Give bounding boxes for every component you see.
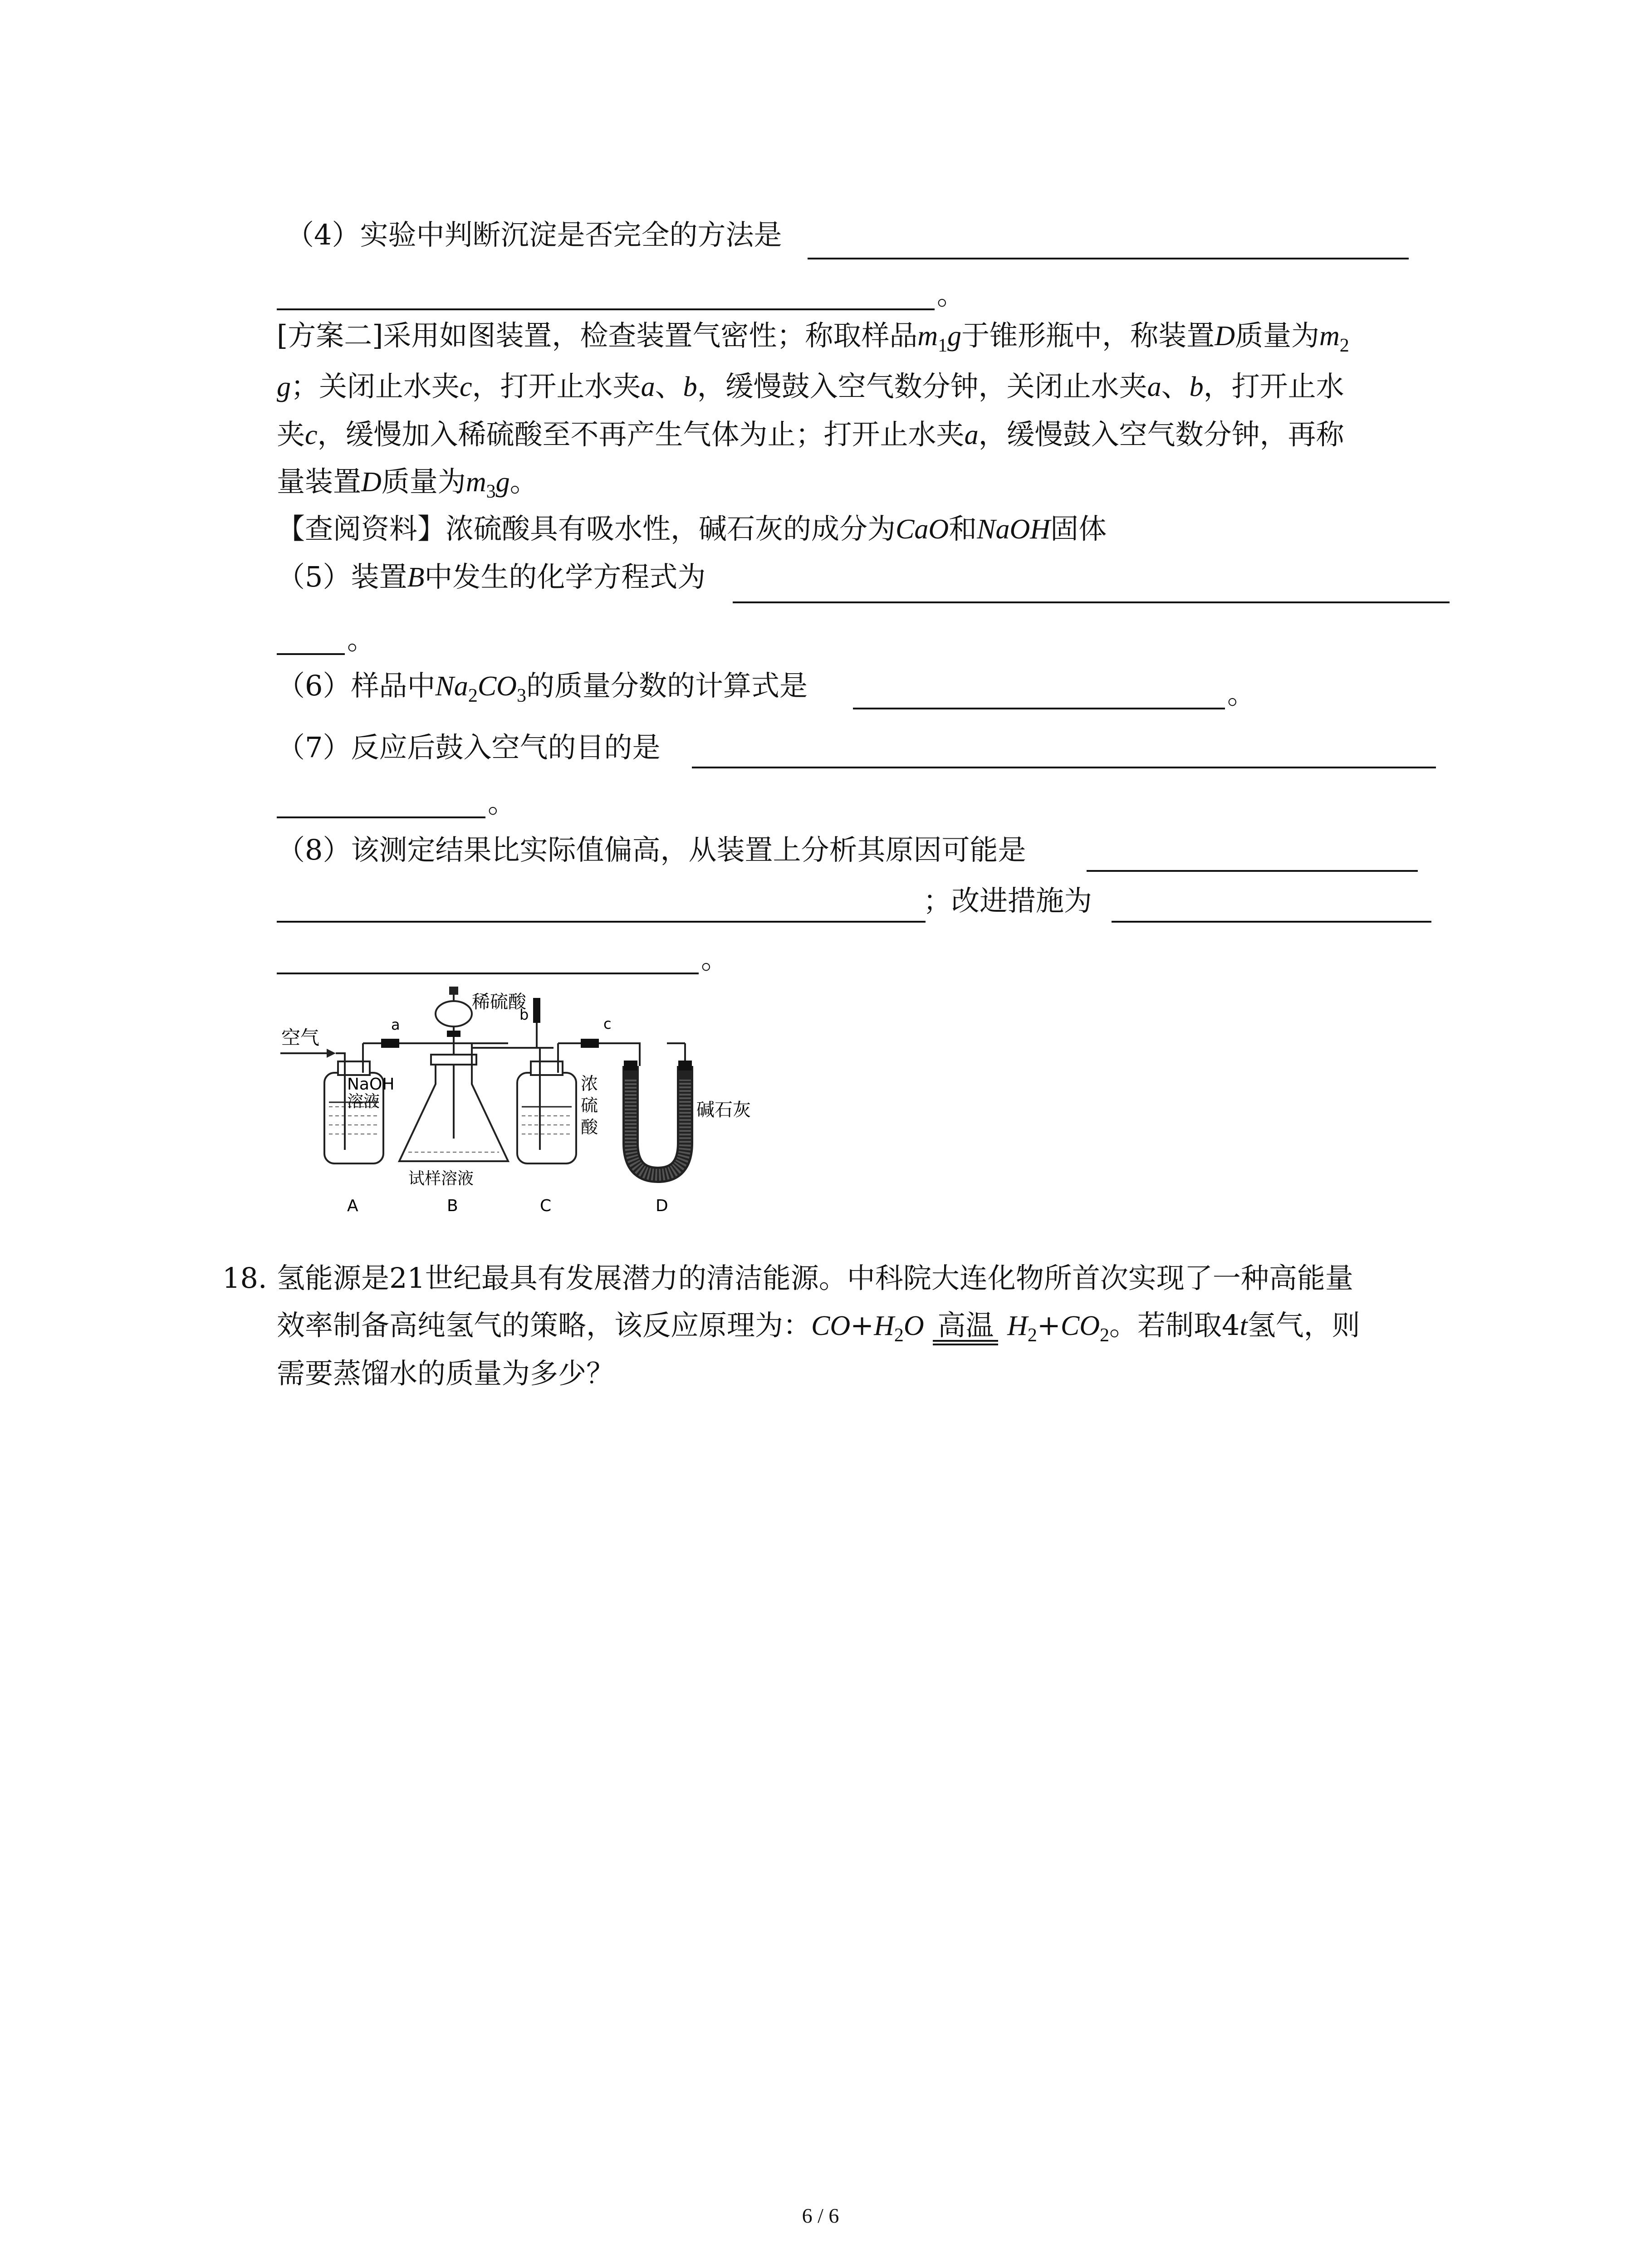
question-18-number: 18. xyxy=(222,1261,267,1295)
period: 。 xyxy=(488,786,516,819)
conc-acid-label-3: 酸 xyxy=(581,1117,598,1137)
conc-acid-label-2: 硫 xyxy=(581,1095,598,1115)
question-7-text: （7）反应后鼓入空气的目的是 xyxy=(277,731,661,764)
page-number: 6 / 6 xyxy=(802,2204,839,2227)
improvement-label: ；改进措施为 xyxy=(923,884,1092,917)
u-tube-d xyxy=(624,1043,692,1175)
question-5-text: （5）装置B中发生的化学方程式为 xyxy=(277,560,706,593)
label-A: A xyxy=(347,1197,358,1215)
label-C: C xyxy=(540,1197,552,1215)
reaction-condition: 高温 xyxy=(933,1311,998,1345)
answer-blank[interactable] xyxy=(808,258,1409,259)
clamp-a-icon xyxy=(381,1039,399,1048)
answer-blank[interactable] xyxy=(853,708,1225,709)
label-B: B xyxy=(447,1197,458,1215)
conc-acid-label-1: 浓 xyxy=(581,1074,598,1094)
soda-lime-label: 碱石灰 xyxy=(696,1100,751,1120)
naoh-label-2: 溶液 xyxy=(347,1092,380,1111)
answer-blank[interactable] xyxy=(277,921,926,923)
answer-blank[interactable] xyxy=(692,767,1436,768)
period: 。 xyxy=(937,278,965,311)
label-D: D xyxy=(656,1197,668,1215)
period: 。 xyxy=(347,623,376,656)
answer-blank[interactable] xyxy=(277,308,935,310)
apparatus-diagram xyxy=(272,971,771,1225)
plan2-line-1: [方案二]采用如图装置，检查装置气密性；称取样品$m_1g$于锥形瓶中，称装置D质量为$m_2$ xyxy=(277,319,1349,356)
sample-solution-label: 试样溶液 xyxy=(408,1169,474,1188)
question-8-text: （8）该测定结果比实际值偏高，从装置上分析其原因可能是 xyxy=(277,833,1026,866)
question-6-text: （6）样品中$Na_2CO_3$的质量分数的计算式是 xyxy=(277,669,808,706)
plan2-line-3: 夹c，缓慢加入稀硫酸至不再产生气体为止；打开止水夹a，缓慢鼓入空气数分钟，再称 xyxy=(277,418,1344,451)
clamp-c-icon xyxy=(581,1039,599,1048)
bottle-c xyxy=(517,1043,576,1163)
dilute-acid-label: 稀硫酸 xyxy=(472,992,526,1012)
period: 。 xyxy=(1227,677,1256,710)
answer-blank[interactable] xyxy=(277,653,345,655)
clamp-b-icon xyxy=(533,998,540,1023)
question-18-line-2: 效率制备高纯氢气的策略，该反应原理为：$CO+H_2O$ 高温 $H_2+CO_2$。若制取4t氢气，则 xyxy=(277,1309,1360,1346)
period: 。 xyxy=(701,942,730,975)
reference-info: 【查阅资料】浓硫酸具有吸水性，碱石灰的成分为CaO和NaOH固体 xyxy=(277,512,1107,545)
clamp-c-label: c xyxy=(603,1015,612,1032)
clamp-b-label: b xyxy=(519,1006,529,1023)
answer-blank[interactable] xyxy=(277,816,485,818)
answer-blank[interactable] xyxy=(733,601,1450,603)
answer-blank[interactable] xyxy=(1112,921,1431,923)
question-18-line-1: 氢能源是21世纪最具有发展潜力的清洁能源。中科院大连化物所首次实现了一种高能量 xyxy=(277,1261,1353,1295)
question-18-line-3: 需要蒸馏水的质量为多少？ xyxy=(277,1357,615,1390)
clamp-a-label: a xyxy=(391,1016,400,1033)
answer-blank[interactable] xyxy=(1087,870,1418,872)
plan2-line-4: 量装置D质量为$m_3g$。 xyxy=(277,465,538,502)
question-4-text: （4）实验中判断沉淀是否完全的方法是 xyxy=(286,218,782,251)
plan2-line-2: g；关闭止水夹c，打开止水夹a、b，缓慢鼓入空气数分钟，关闭止水夹a、b，打开止水 xyxy=(277,370,1344,403)
air-label: 空气 xyxy=(281,1026,320,1049)
naoh-label-1: NaOH xyxy=(347,1075,395,1094)
